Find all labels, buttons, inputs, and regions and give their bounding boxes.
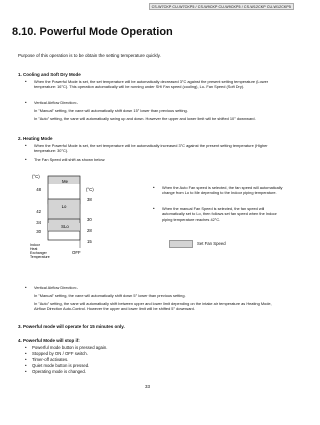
heating-airflow-manual: In "Manual" setting, the vane will automatically shift down 5° lower than previous setting. <box>34 293 186 298</box>
bullet-dot: • <box>25 157 27 162</box>
left-tick-34: 34 <box>36 220 41 225</box>
caption-line-3: Exchanger <box>30 251 47 255</box>
document-header: CS-W7CKP CU-W7CKP5 / CS-W9CKP CU-W9CKP5 / CS-W12CKP CU-W12CKP5 <box>149 3 294 10</box>
right-tick-30: 30 <box>87 217 92 222</box>
fan-speed-diagram <box>28 171 103 266</box>
legend-label: Set Fan Speed <box>197 241 226 246</box>
heating-heading: 2. Heating Mode <box>18 136 53 141</box>
stop-condition-item: Operating mode is changed. <box>32 369 86 374</box>
caption-line-1: Indoor <box>30 243 40 247</box>
page-number: 33 <box>145 384 151 389</box>
cooling-airflow-heading: Vertical Airflow Direction:- <box>34 100 79 105</box>
manual-fan-note: When the manual Fan Speed is selected, the fan speed will automatically set to Lo, then follows set fan speed when the Indoor piping temperature reaches 42°C. <box>162 206 277 222</box>
band-label-me: Me <box>62 179 68 184</box>
legend-swatch <box>169 240 193 248</box>
band-label-slo: SLo <box>61 224 69 229</box>
cooling-airflow-manual: In "Manual" setting, the vane will automatically shift down 15° lower than previous setting. <box>34 108 188 113</box>
stop-condition-item: Timer-off activates. <box>32 357 69 362</box>
cooling-description: When the Powerful Mode is set, the set temperature will be automatically decreased 3°C against the present setting temperature (Lower temperature: 16°C). This operation automatically will be running under SHi Fan speed (cooling), Lo- Fan Speed (Soft Dry). <box>34 79 269 90</box>
heating-airflow-auto: In "Auto" setting, the vane will automatically shift between upper and lower limit depending on the intake air temperature as Heating Mode, Airflow Direction Auto-Control. However the upper and lower limit will be shifted 5° downward. <box>34 301 272 312</box>
auto-fan-note: When the Auto Fan speed is selected, the fan speed will automatically change from Lo to Me depending to the Indoor piping temperature. <box>162 185 283 196</box>
bullet-dot: • <box>25 363 27 368</box>
duration-note: 3. Powerful mode will operate for 15 minutes only. <box>18 324 125 329</box>
right-tick-38: 38 <box>87 197 92 202</box>
purpose-text: Purpose of this operation is to be obtain the setting temperature quickly. <box>18 53 161 58</box>
left-tick-30: 30 <box>36 229 41 234</box>
section-title: 8.10. Powerful Mode Operation <box>12 26 173 38</box>
stop-conditions-heading: 4. Powerful Mode will stop if: <box>18 338 80 343</box>
band-label-lo: Lo <box>61 204 67 209</box>
bullet-dot: • <box>25 79 27 84</box>
heating-description: When the Powerful Mode is set, the set temperature will be automatically increased 3°C against the present setting temperature (Higher temperature: 30°C). <box>34 143 268 154</box>
bullet-dot: • <box>25 345 27 350</box>
bullet-dot: • <box>153 185 155 190</box>
caption-line-2: Heat <box>30 247 38 251</box>
left-unit-label: (°C) <box>32 174 40 179</box>
bullet-dot: • <box>25 357 27 362</box>
bullet-dot: • <box>25 143 27 148</box>
right-tick-15: 15 <box>87 239 92 244</box>
fan-speed-intro: The Fan Speed will shift as shown below: <box>34 157 106 162</box>
heating-airflow-heading: Vertical Airflow Direction:- <box>34 285 79 290</box>
caption-line-4: Temperature <box>30 255 50 259</box>
bullet-dot: • <box>153 206 155 211</box>
bullet-dot: • <box>25 285 27 290</box>
off-label: OFF <box>72 250 81 255</box>
bullet-dot: • <box>25 100 27 105</box>
left-tick-42: 42 <box>36 209 41 214</box>
cooling-airflow-auto: In "Auto" setting, the vane will automatically swing up and down. However the upper and lower limit will be shifted 10° downward. <box>34 116 256 121</box>
cooling-heading: 1. Cooling and Soft Dry Mode <box>18 72 81 77</box>
stop-condition-item: Quiet mode button is pressed. <box>32 363 90 368</box>
right-unit-label: (°C) <box>86 187 94 192</box>
stop-condition-item: Powerful mode button is pressed again. <box>32 345 108 350</box>
bullet-dot: • <box>25 369 27 374</box>
stop-condition-item: Stopped by ON / OFF switch. <box>32 351 88 356</box>
right-tick-28: 28 <box>87 228 92 233</box>
left-tick-48: 48 <box>36 187 41 192</box>
bullet-dot: • <box>25 351 27 356</box>
